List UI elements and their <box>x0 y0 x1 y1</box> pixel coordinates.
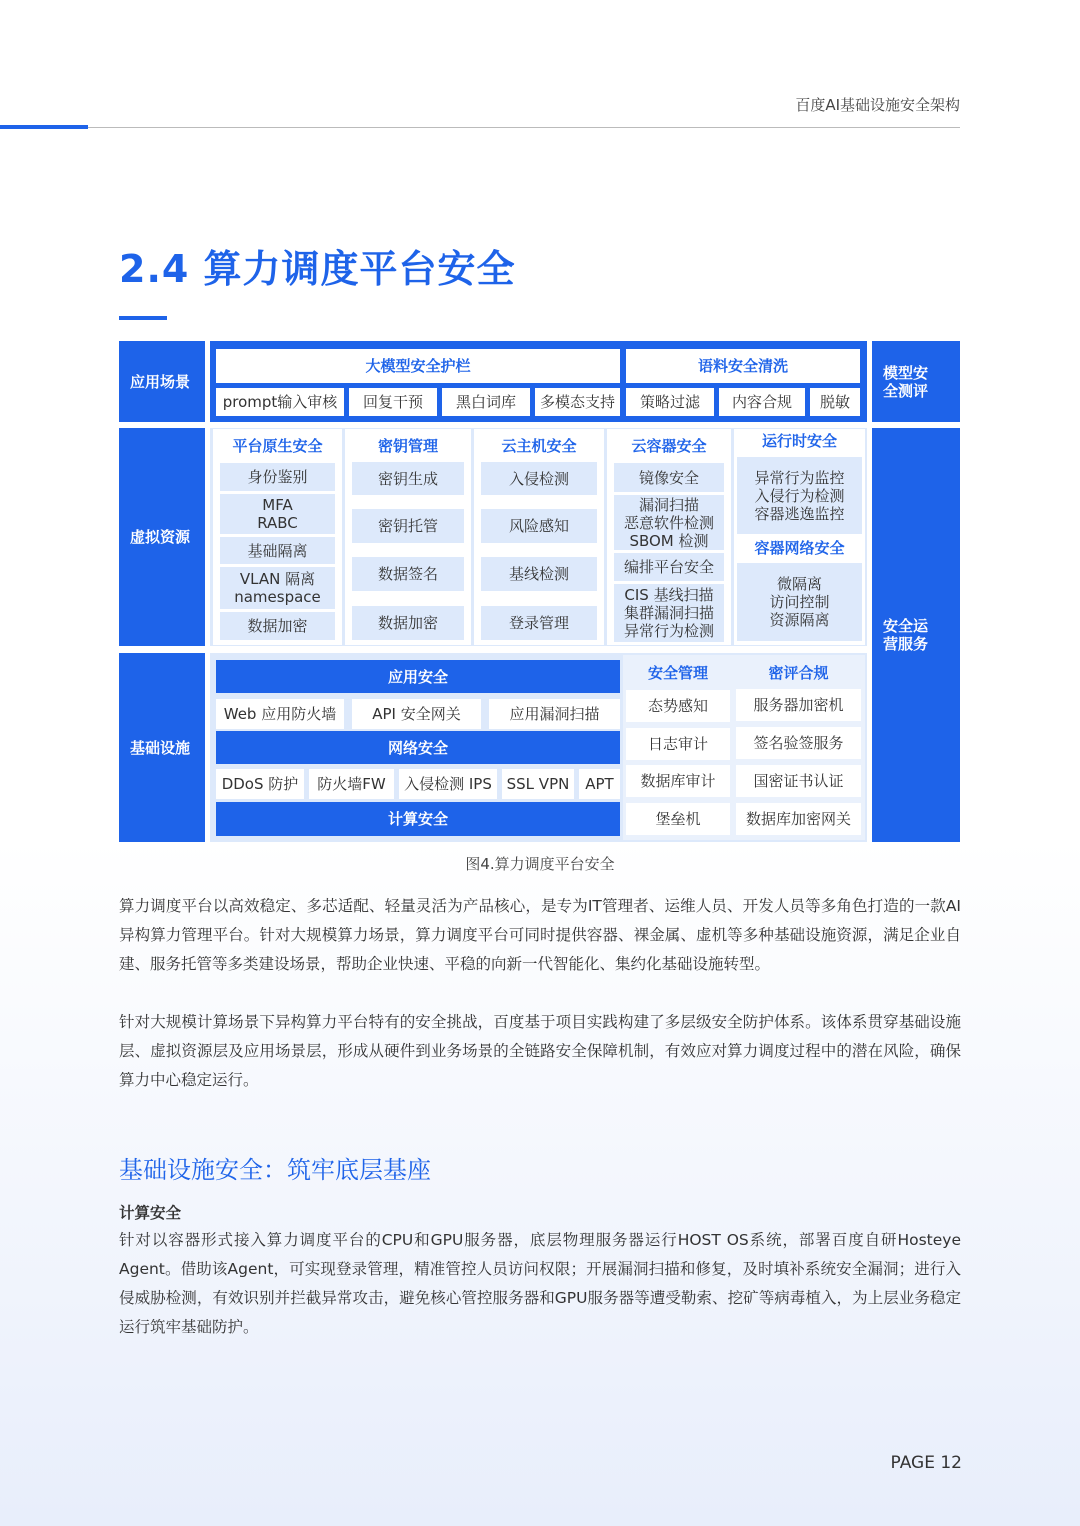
netsec-item-firewall: 防火墙FW <box>309 769 394 799</box>
guard-item-reply: 回复干预 <box>349 388 437 416</box>
crypto-item-signverify: 签名验签服务 <box>736 727 861 759</box>
platform-item-mfa: MFA RABC <box>220 494 335 534</box>
layer-label-app: 应用场景 <box>119 341 205 422</box>
platform-item-encrypt: 数据加密 <box>220 612 335 640</box>
crypto-compliance-title: 密评合规 <box>768 664 829 682</box>
host-item-risk: 风险感知 <box>481 509 597 543</box>
appsec-item-waf: Web 应用防火墙 <box>216 699 344 729</box>
platform-item-vlan: VLAN 隔离 namespace <box>220 567 335 609</box>
network-security-title: 网络安全 <box>216 731 620 764</box>
layer-label-infra: 基础设施 <box>119 653 205 842</box>
mgmt-item-logaudit: 日志审计 <box>626 728 730 760</box>
page-number: PAGE 12 <box>890 1453 962 1473</box>
host-item-baseline: 基线检测 <box>481 557 597 591</box>
key-mgmt-title: 密钥管理 <box>377 437 438 455</box>
mgmt-item-situation: 态势感知 <box>626 690 730 722</box>
body-paragraph-2: 针对大规模计算场景下异构算力平台特有的安全挑战，百度基于项目实践构建了多层级安全防护体系。该体系贯穿基础设施层、虚拟资源层及应用场景层，形成从硬件到业务场景的全链路安全保障机制，有效应对算力调度过程中的潜在风险，确保算力中心稳定运行。 <box>119 1013 961 1089</box>
mgmt-item-bastion: 堡垒机 <box>626 803 730 835</box>
cloud-host-title: 云主机安全 <box>501 437 577 455</box>
host-item-intrusion: 入侵检测 <box>481 462 597 495</box>
app-security-title: 应用安全 <box>216 660 620 693</box>
crypto-item-dbgateway: 数据库加密网关 <box>736 803 861 835</box>
corpus-cleaning-title: 语料安全清洗 <box>626 349 860 383</box>
sub-heading-infra: 基础设施安全：筑牢底层基座 <box>119 1156 431 1184</box>
appsec-item-api: API 安全网关 <box>352 699 481 729</box>
container-network-title: 容器网络安全 <box>754 539 845 557</box>
key-item-hosting: 密钥托管 <box>352 509 464 543</box>
appsec-item-vulnscan: 应用漏洞扫描 <box>489 699 620 729</box>
container-item-cis: CIS 基线扫描 集群漏洞扫描 异常行为检测 <box>614 584 724 642</box>
clean-item-compliance: 内容合规 <box>719 388 805 416</box>
netsec-item-apt: APT <box>579 769 620 799</box>
compute-security-title: 计算安全 <box>216 802 620 836</box>
layer-label-virtual: 虚拟资源 <box>119 428 205 646</box>
netsec-item-ips: 入侵检测 IPS <box>399 769 497 799</box>
network-item-microseg: 微隔离 访问控制 资源隔离 <box>737 563 862 641</box>
runtime-item-monitor: 异常行为监控 入侵行为检测 容器逃逸监控 <box>737 457 862 534</box>
section-title-underline <box>119 316 167 320</box>
runtime-title: 运行时安全 <box>761 432 837 450</box>
figure-caption: 图4.算力调度平台安全 <box>465 855 615 873</box>
key-item-sign: 数据签名 <box>352 557 464 591</box>
platform-item-auth: 身份鉴别 <box>220 463 335 491</box>
guard-item-multimodal: 多模态支持 <box>535 388 620 416</box>
mgmt-item-dbaudit: 数据库审计 <box>626 765 730 797</box>
key-item-gen: 密钥生成 <box>352 462 464 495</box>
model-eval-label: 模型安 全测评 <box>872 341 960 422</box>
cloud-container-title: 云容器安全 <box>631 437 707 455</box>
guard-item-wordlist: 黑白词库 <box>442 388 530 416</box>
architecture-diagram <box>119 341 960 842</box>
key-item-encrypt: 数据加密 <box>352 606 464 640</box>
netsec-item-ddos: DDoS 防护 <box>216 769 304 799</box>
minor-heading-compute: 计算安全 <box>119 1204 182 1222</box>
header-divider <box>88 127 960 128</box>
header-accent-bar <box>0 125 88 129</box>
crypto-item-cert: 国密证书认证 <box>736 765 861 797</box>
body-paragraph-3: 针对以容器形式接入算力调度平台的CPU和GPU服务器，底层物理服务器运行HOST OS系统，部署百度自研Hosteye Agent。借助该Agent，可实现登录管理，精准管控人员访问权限；开展漏洞扫描和修复，及时填补系统安全漏洞；进行入侵威胁检测，有效识别并拦截异常攻击，避免核心管控服务器和GPU服务器等遭受勒索、挖矿等病毒植入，为上层业务稳定运行筑牢基础防护。 <box>119 1231 961 1336</box>
body-paragraph-1: 算力调度平台以高效稳定、多芯适配、轻量灵活为产品核心，是专为IT管理者、运维人员、开发人员等多角色打造的一款AI异构算力管理平台。针对大规模算力场景，算力调度平台可同时提供容器、裸金属、虚机等多种基础设施资源，满足企业自建、服务托管等多类建设场景，帮助企业快速、平稳的向新一代智能化、集约化基础设施转型。 <box>119 897 961 973</box>
security-mgmt-title: 安全管理 <box>647 664 708 682</box>
guard-item-prompt: prompt输入审核 <box>216 388 344 416</box>
container-item-image: 镜像安全 <box>614 463 724 492</box>
clean-item-desensitize: 脱敏 <box>810 388 860 416</box>
platform-native-title: 平台原生安全 <box>232 437 323 455</box>
host-item-login: 登录管理 <box>481 606 597 640</box>
security-ops-label: 安全运 营服务 <box>872 428 960 842</box>
header-title: 百度AI基础设施安全架构 <box>795 96 960 114</box>
section-title: 2.4 算力调度平台安全 <box>119 247 516 291</box>
clean-item-policy: 策略过滤 <box>626 388 714 416</box>
netsec-item-sslvpn: SSL VPN <box>502 769 574 799</box>
container-item-vulnscan: 漏洞扫描 恶意软件检测 SBOM 检测 <box>614 495 724 550</box>
guardrail-title: 大模型安全护栏 <box>216 349 620 383</box>
platform-item-isolation: 基础隔离 <box>220 537 335 564</box>
crypto-item-hsm: 服务器加密机 <box>736 689 861 721</box>
container-item-orchestration: 编排平台安全 <box>614 553 724 581</box>
